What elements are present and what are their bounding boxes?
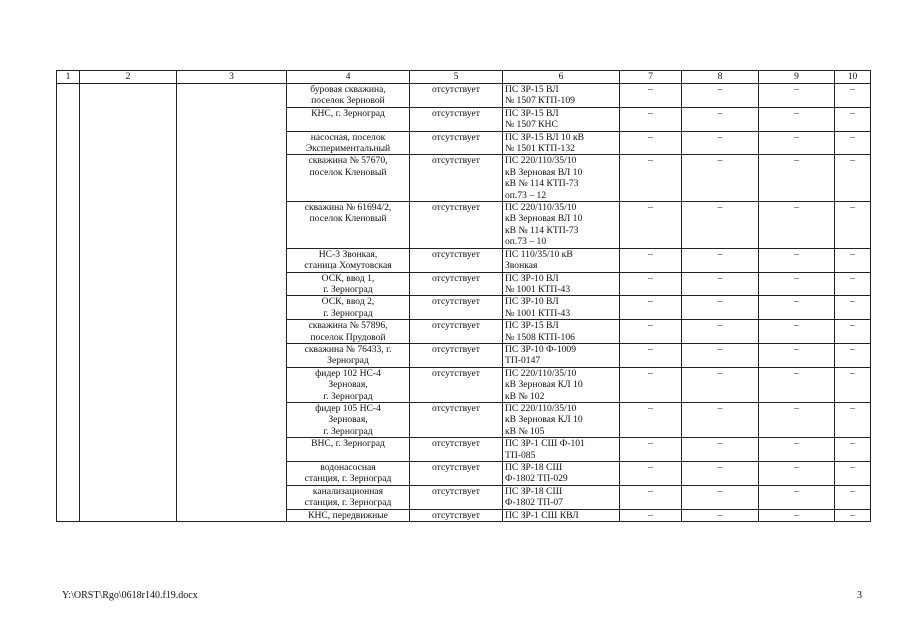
object-line: водонасосная — [320, 462, 376, 473]
source-line: кВ № 114 КТП-73 — [505, 224, 579, 236]
dash-c9: – — [759, 84, 835, 108]
table-row — [57, 84, 871, 108]
source-line: ПС ЗР-15 ВЛ — [505, 107, 559, 119]
source-cell — [503, 272, 620, 296]
column-number-row — [57, 71, 871, 84]
object-cell — [287, 84, 410, 108]
dash-c9: – — [759, 438, 835, 462]
dash-c9: – — [759, 107, 835, 131]
source-line: ПС ЗР-15 ВЛ 10 кВ — [505, 131, 585, 143]
dash-c8: – — [682, 155, 759, 202]
dash-c9: – — [759, 509, 835, 521]
status-cell: отсутствует — [410, 202, 503, 249]
source-cell — [503, 367, 620, 402]
dash-c8: – — [682, 462, 759, 486]
dash-c9: – — [759, 272, 835, 296]
status-cell: отсутствует — [410, 343, 503, 367]
object-cell — [287, 107, 410, 131]
source-line: оп.73 – 10 — [505, 236, 547, 248]
col-num-3: 3 — [177, 71, 287, 84]
status-cell: отсутствует — [410, 155, 503, 202]
source-line: ПС ЗР-1 СШ Ф-101 — [505, 438, 585, 450]
dash-c7: – — [620, 485, 682, 509]
object-line: г. Зерноград — [323, 425, 373, 437]
dash-c10: – — [835, 131, 871, 155]
col-num-5: 5 — [410, 71, 503, 84]
object-line: Зерновая, — [328, 379, 368, 391]
dash-c10: – — [835, 155, 871, 202]
object-line: станица Хомутовская — [304, 260, 392, 272]
status-cell: отсутствует — [410, 296, 503, 320]
source-line: № 1501 КТП-132 — [505, 143, 575, 155]
col-num-4: 4 — [287, 71, 410, 84]
object-line: поселок Кленовый — [309, 213, 387, 225]
dash-c9: – — [759, 402, 835, 437]
object-line: скважина № 61694/2, — [304, 202, 392, 214]
object-line: буровая скважина, — [310, 84, 386, 95]
object-line: Экспериментальный — [305, 143, 391, 155]
object-line: скважина № 76433, г. — [304, 343, 392, 355]
object-cell — [287, 462, 410, 486]
source-line: кВ Зерновая ВЛ 10 — [505, 213, 583, 225]
source-cell — [503, 84, 620, 108]
status-cell: отсутствует — [410, 272, 503, 296]
dash-c8: – — [682, 107, 759, 131]
source-line: ПС ЗР-1 СШ КВЛ — [505, 509, 579, 521]
dash-c7: – — [620, 438, 682, 462]
dash-c10: – — [835, 320, 871, 344]
source-line: № 1001 КТП-43 — [505, 307, 571, 319]
object-line: станция, г. Зерноград — [304, 473, 392, 485]
source-cell — [503, 485, 620, 509]
col-num-6: 6 — [503, 71, 620, 84]
dash-c7: – — [620, 296, 682, 320]
dash-c7: – — [620, 84, 682, 108]
object-cell — [287, 509, 410, 521]
source-line: ПС ЗР-18 СШ — [505, 462, 563, 473]
object-cell — [287, 343, 410, 367]
dash-c10: – — [835, 509, 871, 521]
object-cell — [287, 320, 410, 344]
object-cell — [287, 402, 410, 437]
source-line: кВ № 102 — [505, 390, 545, 402]
status-cell: отсутствует — [410, 320, 503, 344]
source-cell — [503, 343, 620, 367]
dash-c10: – — [835, 462, 871, 486]
object-line: скважина № 57670, — [308, 155, 388, 167]
object-line: станция, г. Зерноград — [304, 497, 392, 509]
source-cell — [503, 320, 620, 344]
object-line: поселок Прудовой — [310, 331, 386, 343]
dash-c7: – — [620, 202, 682, 249]
dash-c9: – — [759, 343, 835, 367]
object-line: скважина № 57896, — [308, 320, 388, 332]
page-number: 3 — [857, 590, 862, 601]
source-cell — [503, 107, 620, 131]
col-num-1: 1 — [57, 71, 80, 84]
object-cell — [287, 485, 410, 509]
source-cell — [503, 402, 620, 437]
status-cell: отсутствует — [410, 462, 503, 486]
source-line: ПС 220/110/35/10 — [505, 155, 577, 167]
dash-c10: – — [835, 248, 871, 272]
status-cell: отсутствует — [410, 509, 503, 521]
object-line: Зерновая, — [328, 414, 368, 426]
data-table — [56, 70, 871, 522]
col-1-cell — [57, 84, 80, 522]
dash-c10: – — [835, 438, 871, 462]
source-cell — [503, 462, 620, 486]
dash-c9: – — [759, 248, 835, 272]
source-line: ПС ЗР-10 ВЛ — [505, 296, 559, 308]
dash-c10: – — [835, 107, 871, 131]
dash-c8: – — [682, 402, 759, 437]
object-line: г. Зерноград — [323, 390, 373, 402]
object-cell — [287, 202, 410, 249]
status-cell: отсутствует — [410, 248, 503, 272]
source-cell — [503, 155, 620, 202]
col-2-cell — [80, 84, 177, 522]
dash-c8: – — [682, 367, 759, 402]
object-cell — [287, 131, 410, 155]
dash-c9: – — [759, 320, 835, 344]
status-cell: отсутствует — [410, 402, 503, 437]
dash-c8: – — [682, 485, 759, 509]
source-line: Ф-1802 ТП-029 — [505, 473, 568, 485]
source-cell — [503, 131, 620, 155]
dash-c8: – — [682, 509, 759, 521]
object-line: ВНС, г. Зерноград — [311, 438, 385, 450]
dash-c8: – — [682, 296, 759, 320]
dash-c10: – — [835, 272, 871, 296]
dash-c8: – — [682, 248, 759, 272]
object-line: КНС, передвижные — [308, 509, 388, 521]
source-cell — [503, 296, 620, 320]
col-num-9: 9 — [759, 71, 835, 84]
source-line: ПС ЗР-10 Ф-1009 — [505, 343, 577, 355]
source-line: № 1508 КТП-106 — [505, 331, 575, 343]
source-line: ПС 110/35/10 кВ — [505, 248, 573, 260]
source-line: ПС ЗР-15 ВЛ — [505, 320, 559, 332]
source-line: ПС 220/110/35/10 — [505, 367, 577, 379]
object-cell — [287, 248, 410, 272]
object-line: НС-3 Звонкая, — [318, 248, 378, 260]
dash-c9: – — [759, 155, 835, 202]
dash-c10: – — [835, 402, 871, 437]
dash-c9: – — [759, 131, 835, 155]
dash-c10: – — [835, 343, 871, 367]
dash-c8: – — [682, 131, 759, 155]
object-cell — [287, 438, 410, 462]
dash-c7: – — [620, 509, 682, 521]
object-line: Зерноград — [327, 355, 369, 367]
dash-c7: – — [620, 320, 682, 344]
object-line: КНС, г. Зерноград — [311, 107, 385, 119]
object-line: канализационная — [312, 485, 384, 497]
source-line: кВ Зерновая ВЛ 10 — [505, 166, 583, 178]
source-cell — [503, 438, 620, 462]
object-line: фидер 102 НС-4 — [315, 367, 381, 379]
dash-c8: – — [682, 320, 759, 344]
source-line: кВ № 114 КТП-73 — [505, 178, 579, 190]
dash-c7: – — [620, 367, 682, 402]
source-cell — [503, 509, 620, 521]
dash-c10: – — [835, 367, 871, 402]
source-line: Звонкая — [505, 260, 538, 272]
dash-c8: – — [682, 272, 759, 296]
dash-c8: – — [682, 438, 759, 462]
source-cell — [503, 248, 620, 272]
dash-c7: – — [620, 248, 682, 272]
source-line: ПС ЗР-10 ВЛ — [505, 272, 559, 284]
status-cell: отсутствует — [410, 485, 503, 509]
col-3-cell — [177, 84, 287, 522]
object-cell — [287, 296, 410, 320]
dash-c9: – — [759, 485, 835, 509]
dash-c7: – — [620, 155, 682, 202]
col-num-7: 7 — [620, 71, 682, 84]
status-cell: отсутствует — [410, 131, 503, 155]
col-num-10: 10 — [835, 71, 871, 84]
source-line: ПС 220/110/35/10 — [505, 202, 577, 214]
dash-c9: – — [759, 462, 835, 486]
source-line: № 1001 КТП-43 — [505, 283, 571, 295]
dash-c10: – — [835, 202, 871, 249]
source-line: ПС ЗР-18 СШ — [505, 485, 563, 497]
object-line: г. Зерноград — [323, 283, 373, 295]
object-line: насосная, поселок — [310, 131, 386, 143]
col-num-8: 8 — [682, 71, 759, 84]
source-line: ТП-085 — [505, 449, 536, 461]
status-cell: отсутствует — [410, 438, 503, 462]
object-line: поселок Кленовый — [309, 166, 387, 178]
dash-c7: – — [620, 272, 682, 296]
source-line: ТП-0147 — [505, 355, 541, 367]
dash-c9: – — [759, 202, 835, 249]
dash-c10: – — [835, 84, 871, 108]
object-line: ОСК, ввод 1, — [321, 272, 375, 284]
source-line: оп.73 – 12 — [505, 189, 547, 201]
object-cell — [287, 272, 410, 296]
source-line: кВ Зерновая КЛ 10 — [505, 414, 583, 426]
dash-c7: – — [620, 402, 682, 437]
dash-c10: – — [835, 296, 871, 320]
dash-c8: – — [682, 343, 759, 367]
object-line: ОСК, ввод 2, — [321, 296, 375, 308]
document-path: Y:\ORST\Rgo\0618r140.f19.docx — [62, 590, 198, 601]
table-body — [57, 71, 871, 522]
source-line: № 1507 КНС — [505, 119, 558, 131]
dash-c7: – — [620, 462, 682, 486]
dash-c8: – — [682, 84, 759, 108]
status-cell: отсутствует — [410, 84, 503, 108]
dash-c9: – — [759, 296, 835, 320]
dash-c7: – — [620, 343, 682, 367]
source-line: ПС ЗР-15 ВЛ — [505, 84, 559, 95]
object-cell — [287, 155, 410, 202]
status-cell: отсутствует — [410, 107, 503, 131]
object-line: г. Зерноград — [323, 307, 373, 319]
dash-c9: – — [759, 367, 835, 402]
object-line: поселок Зерновой — [311, 95, 385, 107]
dash-c7: – — [620, 131, 682, 155]
source-line: ПС 220/110/35/10 — [505, 402, 577, 414]
source-line: кВ № 105 — [505, 425, 545, 437]
status-cell: отсутствует — [410, 367, 503, 402]
dash-c8: – — [682, 202, 759, 249]
object-line: фидер 105 НС-4 — [315, 402, 381, 414]
source-line: № 1507 КТП-109 — [505, 95, 575, 107]
source-line: кВ Зерновая КЛ 10 — [505, 379, 583, 391]
col-num-2: 2 — [80, 71, 177, 84]
object-cell — [287, 367, 410, 402]
dash-c10: – — [835, 485, 871, 509]
dash-c7: – — [620, 107, 682, 131]
source-cell — [503, 202, 620, 249]
source-line: Ф-1802 ТП-07 — [505, 497, 563, 509]
